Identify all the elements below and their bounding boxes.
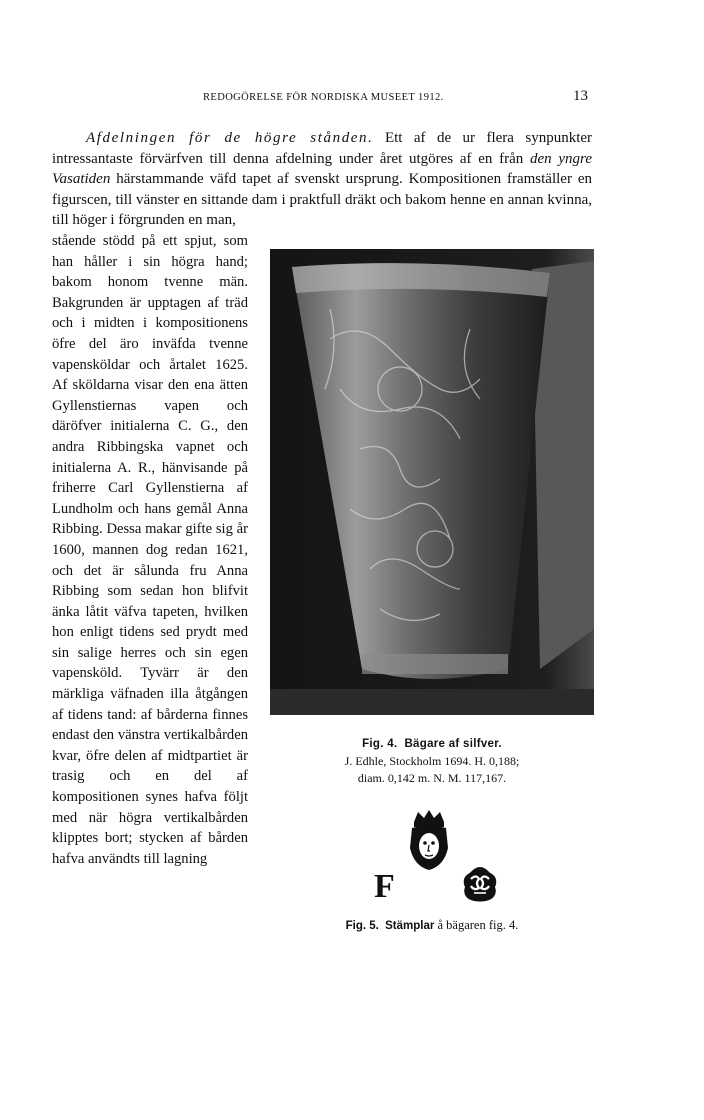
figure-5-title: Stämplar xyxy=(385,920,435,932)
figure-4-detail-line-2: diam. 0,142 m. N. M. 117,167. xyxy=(357,771,507,785)
intro-paragraph xyxy=(52,128,592,231)
figure-4-label: Fig. 4. xyxy=(362,738,398,750)
figure-5-label: Fig. 5. xyxy=(345,920,379,932)
figure-4-photo xyxy=(270,249,594,715)
figure-4-caption-title xyxy=(270,738,594,750)
period-name: den yngre Vasatiden xyxy=(52,150,592,188)
figure-4-detail-line-1: J. Edhle, Stockholm 1694. H. 0,188; xyxy=(344,754,520,768)
silver-beaker-photo xyxy=(270,249,594,715)
running-title: REDOGÖRELSE FÖR NORDISKA MUSEET 1912. xyxy=(203,92,444,103)
intro-text-1: Ett af de ur flera synpunkter intressantaste förvärfven till denna afdelning under året utgöres af en från xyxy=(52,130,593,167)
page-header xyxy=(0,88,704,112)
monogram-stamp-icon xyxy=(462,866,498,902)
figure-4-caption-detail xyxy=(270,753,594,787)
column-text: stående stödd på ett spjut, som han håller i sin högra hand; bakom honom tvenne män. Bakgrunden är upptagen af träd och i midten i kompositionens öfre del äro inväfda tvenne vapensköldar och årtalet 1625. Af sköldarna visar den ena ätten Gyllenstiernas vapen och däröfver initialerna C. G., den andra Ribbingska vapnet och initialerna A. R., hänvisande på friherre Carl Gyllenstierna af Lundholm och hans gemål Anna Ribbing. Dessa makar gifte sig år 1600, mannen dog redan 1621, och det är sålunda fru Anna Ribbing som sedan hon blifvit änka låtit väfva tapeten, hvilken hon enligt tidens sed prydt med sin salige herres och sin egen vapensköld. Tyvärr är den märkliga väfnaden illa åtgången af tidens tand: af bårderna finnes endast den vänstra vertikalbården kvar, öfre delen af midtpartiet är trasig och en del af kompositionen synes hafva följt med när högra vertikalbården klipptes bort; stycken af bården hafva användts till lagning xyxy=(52,233,248,867)
f-stamp: F xyxy=(374,868,395,905)
figure-5-caption xyxy=(270,918,594,933)
section-heading: Afdelningen för de högre stånden. xyxy=(86,130,374,146)
page-number: 13 xyxy=(573,88,588,104)
figure-5-rest: å bägaren fig. 4. xyxy=(437,918,519,932)
figure-4-title: Bägare af silfver. xyxy=(404,738,502,750)
crowned-head-stamp-icon xyxy=(408,808,450,872)
intro-text-2: härstammande väfd tapet af svenskt ursprung. Kompositionen framställer en figurscen, till vänster en sittande dam i praktfull dräkt och bakom henne en annan kvinna, till höger i förgrunden en man, xyxy=(52,171,592,229)
column-paragraph xyxy=(52,231,248,869)
